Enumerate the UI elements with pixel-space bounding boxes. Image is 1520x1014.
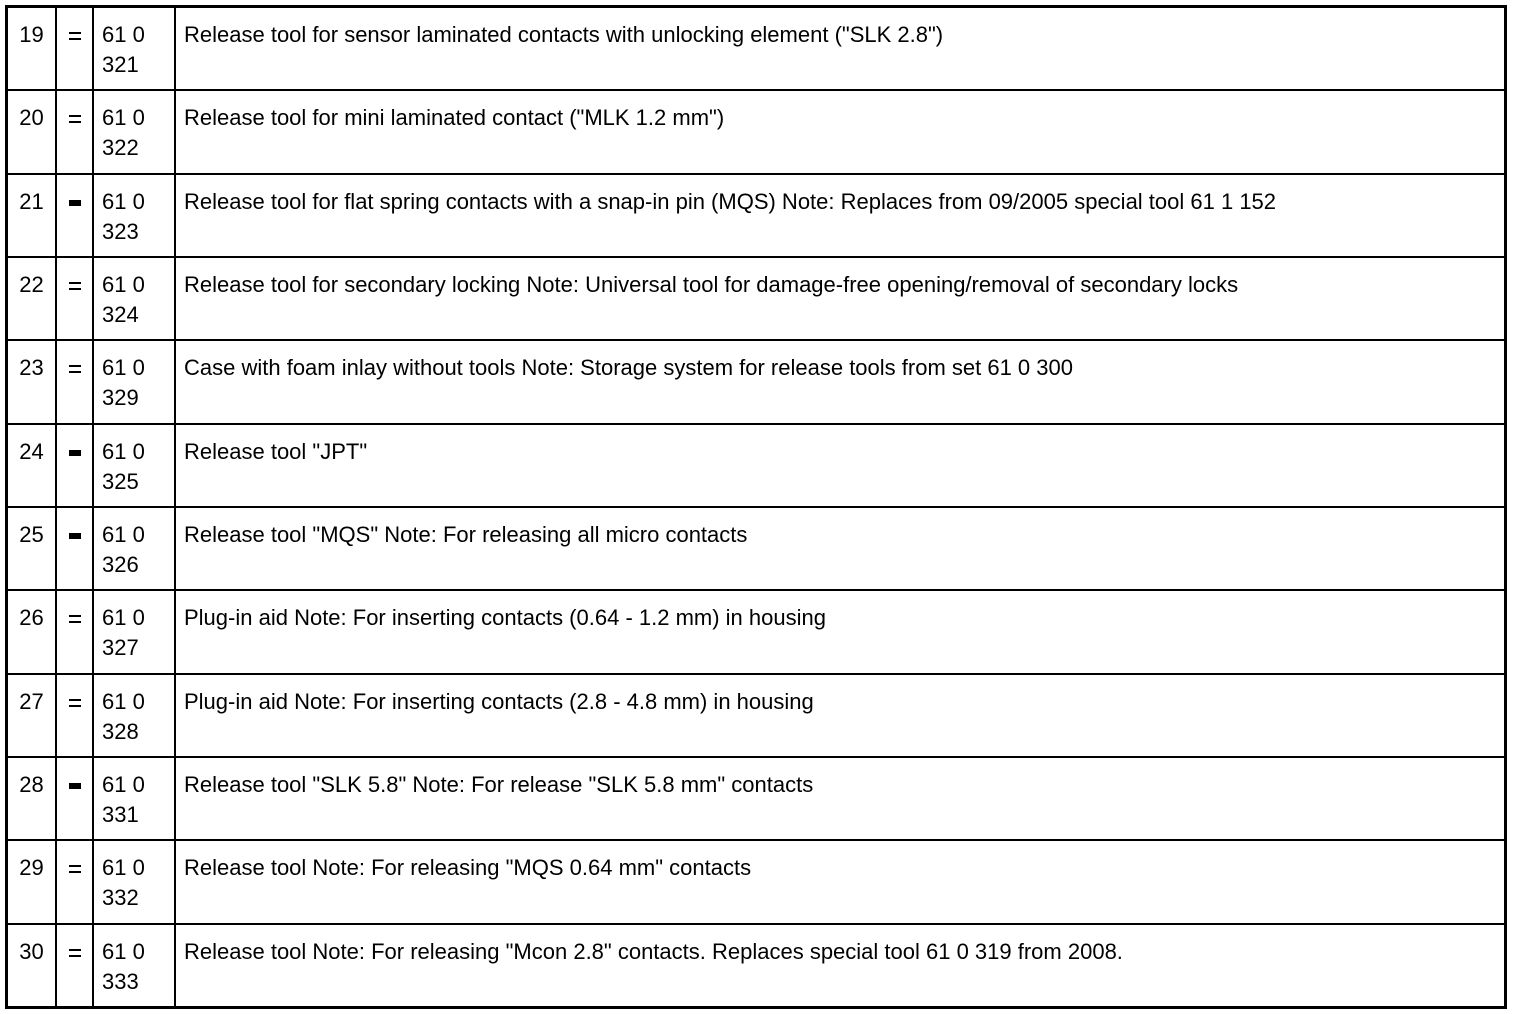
table-row — [8, 840, 1504, 923]
change-mark-cell — [56, 757, 93, 840]
table-row — [8, 340, 1504, 423]
tool-description: Release tool for mini laminated contact ("MLK 1.2 mm") — [175, 90, 1504, 173]
position-number: 20 — [8, 90, 56, 173]
bar-mark-icon — [69, 770, 81, 800]
table-row — [8, 424, 1504, 507]
change-mark-cell — [56, 924, 93, 1006]
tool-number: 61 0 332 — [93, 840, 175, 923]
table-row — [8, 757, 1504, 840]
table-row — [8, 8, 1504, 90]
change-mark-cell — [56, 257, 93, 340]
change-mark-cell — [56, 174, 93, 257]
change-mark-cell — [56, 340, 93, 423]
table-row — [8, 590, 1504, 673]
tool-description: Plug-in aid Note: For inserting contacts (2.8 - 4.8 mm) in housing — [175, 674, 1504, 757]
tool-description: Release tool "SLK 5.8" Note: For release "SLK 5.8 mm" contacts — [175, 757, 1504, 840]
tool-description: Case with foam inlay without tools Note: Storage system for release tools from set 61 0 300 — [175, 340, 1504, 423]
tool-number: 61 0 333 — [93, 924, 175, 1006]
parts-table — [8, 8, 1504, 1006]
parts-list-document — [5, 5, 1507, 1009]
change-mark-cell — [56, 8, 93, 90]
parts-table-body — [8, 8, 1504, 1006]
position-number: 23 — [8, 340, 56, 423]
position-number: 30 — [8, 924, 56, 1006]
change-mark-cell — [56, 840, 93, 923]
tool-description: Release tool "JPT" — [175, 424, 1504, 507]
table-row — [8, 257, 1504, 340]
change-mark-cell — [56, 507, 93, 590]
table-row — [8, 674, 1504, 757]
position-number: 26 — [8, 590, 56, 673]
equals-mark-icon — [69, 853, 81, 883]
position-number: 28 — [8, 757, 56, 840]
position-number: 22 — [8, 257, 56, 340]
equals-mark-icon — [69, 103, 81, 133]
table-row — [8, 507, 1504, 590]
position-number: 27 — [8, 674, 56, 757]
position-number: 19 — [8, 8, 56, 90]
change-mark-cell — [56, 90, 93, 173]
equals-mark-icon — [69, 687, 81, 717]
position-number: 29 — [8, 840, 56, 923]
table-row — [8, 924, 1504, 1006]
tool-number: 61 0 325 — [93, 424, 175, 507]
tool-number: 61 0 324 — [93, 257, 175, 340]
equals-mark-icon — [69, 20, 81, 50]
equals-mark-icon — [69, 353, 81, 383]
position-number: 24 — [8, 424, 56, 507]
tool-description: Release tool Note: For releasing "MQS 0.64 mm" contacts — [175, 840, 1504, 923]
tool-number: 61 0 326 — [93, 507, 175, 590]
change-mark-cell — [56, 590, 93, 673]
tool-number: 61 0 328 — [93, 674, 175, 757]
equals-mark-icon — [69, 603, 81, 633]
table-row — [8, 90, 1504, 173]
equals-mark-icon — [69, 270, 81, 300]
tool-number: 61 0 321 — [93, 8, 175, 90]
tool-number: 61 0 322 — [93, 90, 175, 173]
bar-mark-icon — [69, 520, 81, 550]
tool-number: 61 0 329 — [93, 340, 175, 423]
tool-description: Plug-in aid Note: For inserting contacts (0.64 - 1.2 mm) in housing — [175, 590, 1504, 673]
tool-description: Release tool "MQS" Note: For releasing all micro contacts — [175, 507, 1504, 590]
table-row — [8, 174, 1504, 257]
tool-description: Release tool for flat spring contacts with a snap-in pin (MQS) Note: Replaces from 09/2005 special tool 61 1 152 — [175, 174, 1504, 257]
change-mark-cell — [56, 674, 93, 757]
position-number: 25 — [8, 507, 56, 590]
change-mark-cell — [56, 424, 93, 507]
tool-description: Release tool for sensor laminated contacts with unlocking element ("SLK 2.8") — [175, 8, 1504, 90]
tool-number: 61 0 331 — [93, 757, 175, 840]
tool-number: 61 0 327 — [93, 590, 175, 673]
bar-mark-icon — [69, 437, 81, 467]
equals-mark-icon — [69, 937, 81, 967]
tool-description: Release tool for secondary locking Note: Universal tool for damage-free opening/removal of secondary locks — [175, 257, 1504, 340]
tool-description: Release tool Note: For releasing "Mcon 2.8" contacts. Replaces special tool 61 0 319 from 2008. — [175, 924, 1504, 1006]
bar-mark-icon — [69, 187, 81, 217]
position-number: 21 — [8, 174, 56, 257]
tool-number: 61 0 323 — [93, 174, 175, 257]
